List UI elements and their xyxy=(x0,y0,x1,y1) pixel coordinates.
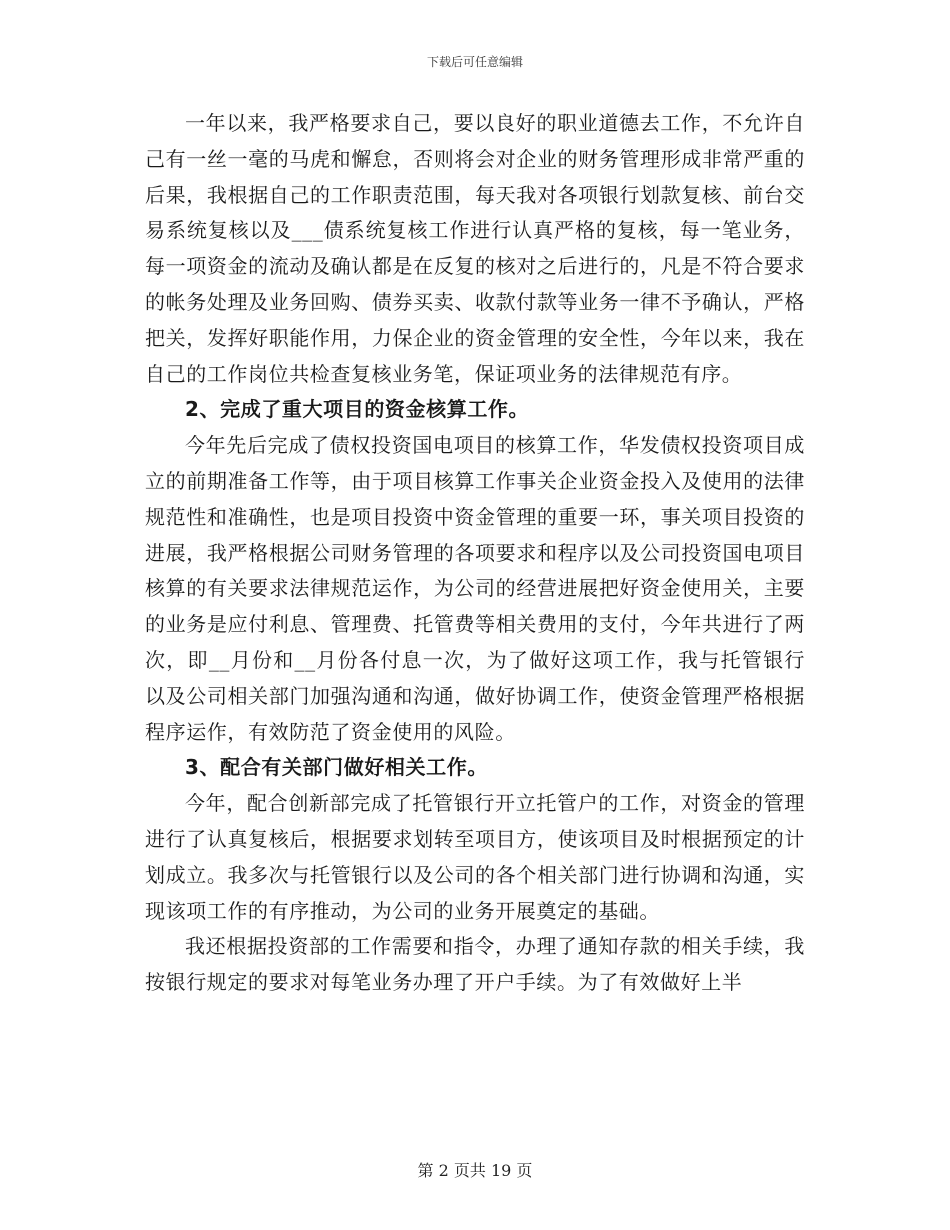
document-body xyxy=(145,106,805,1001)
paragraph-notice-deposit: 我还根据投资部的工作需要和指令，办理了通知存款的相关手续，我按银行规定的要求对每笔业务办理了开户手续。为了有效做好上半 xyxy=(145,934,805,995)
paragraph-cooperation: 今年，配合创新部完成了托管银行开立托管户的工作，对资金的管理进行了认真复核后，根据要求划转至项目方，使该项目及时根据预定的计划成立。我多次与托管银行以及公司的各个相关部门进行协调和沟通，实现该项工作的有序推动，为公司的业务开展奠定的基础。 xyxy=(145,791,805,923)
section-heading-2: 2、完成了重大项目的资金核算工作。 xyxy=(185,397,530,422)
page-number: 第 2 页共 19 页 xyxy=(417,1161,533,1180)
paragraph-project-accounting: 今年先后完成了债权投资国电项目的核算工作，华发债权投资项目成立的前期准备工作等，由于项目核算工作事关企业资金投入及使用的法律规范性和准确性，也是项目投资中资金管理的重要一环，事关项目投资的进展，我严格根据公司财务管理的各项要求和程序以及公司投资国电项目核算的有关要求法律规范运作，为公司的经营进展把好资金使用关，主要的业务是应付利息、管理费、托管费等相关费用的支付，今年共进行了两次，即__月份和__月份各付息一次，为了做好这项工作，我与托管银行以及公司相关部门加强沟通和沟通，做好协调工作，使资金管理严格根据程序运作，有效防范了资金使用的风险。 xyxy=(145,433,805,744)
header-note: 下载后可任意编辑 xyxy=(426,55,523,69)
paragraph-review-work: 一年以来，我严格要求自己，要以良好的职业道德去工作，不允许自己有一丝一毫的马虎和懈怠，否则将会对企业的财务管理形成非常严重的后果，我根据自己的工作职责范围，每天我对各项银行划款复核、前台交易系统复核以及___债系统复核工作进行认真严格的复核，每一笔业务，每一项资金的流动及确认都是在反复的核对之后进行的，凡是不符合要求的帐务处理及业务回购、债券买卖、收款付款等业务一律不予确认，严格把关，发挥好职能作用，力保企业的资金管理的安全性，今年以来，我在自己的工作岗位共检查复核业务笔，保证项业务的法律规范有序。 xyxy=(145,111,805,386)
section-heading-3: 3、配合有关部门做好相关工作。 xyxy=(185,755,488,780)
